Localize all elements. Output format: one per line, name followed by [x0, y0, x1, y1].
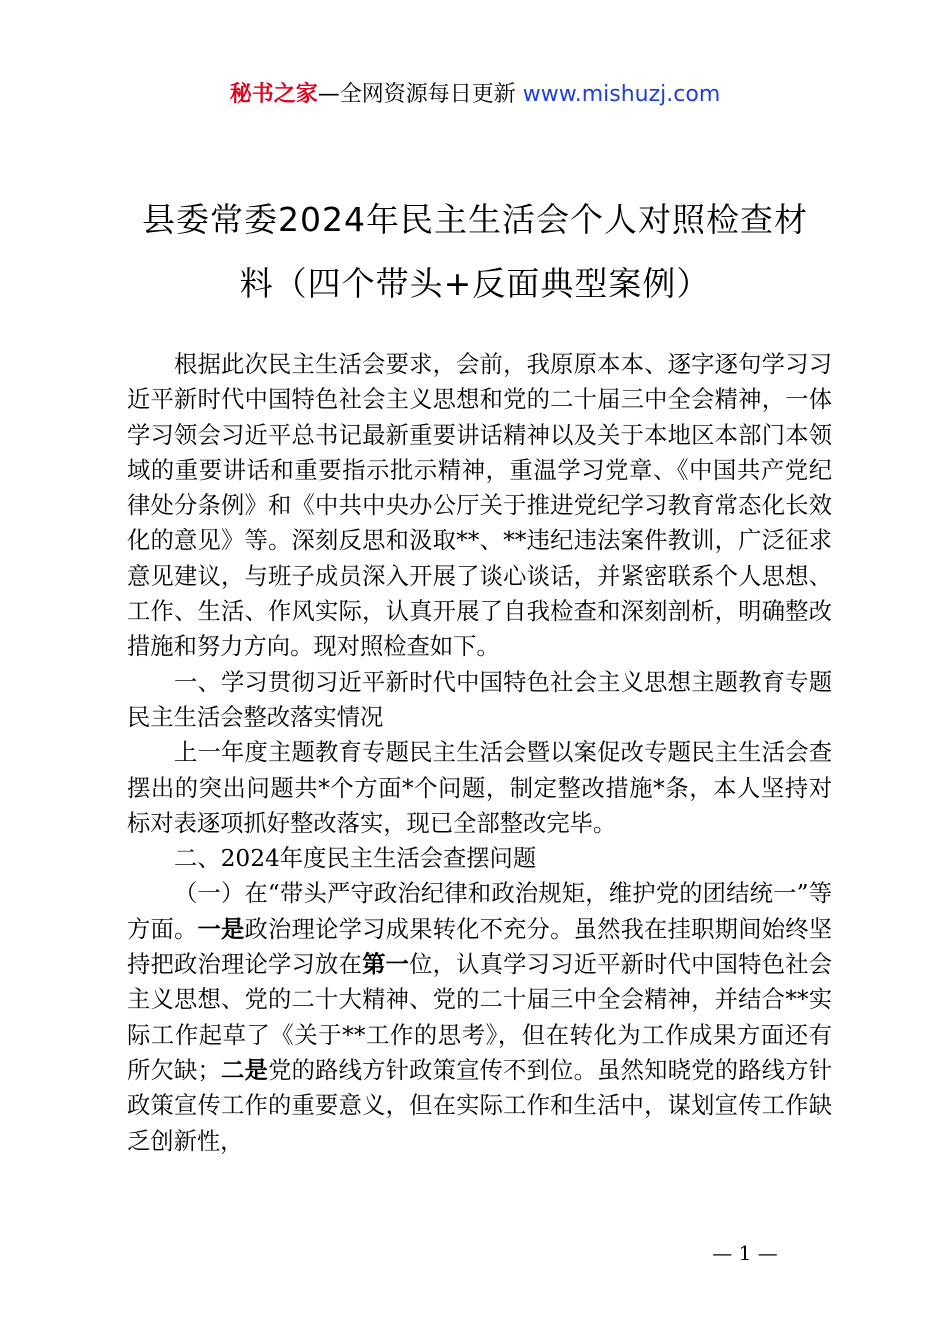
- title-line-2: 料（四个带头+反面典型案例）: [239, 264, 711, 303]
- item-1-text-c: 位，认真学习习近平新时代中国特色社会主义思想、党的二十大精神、党的二十届三中全会精神，并结合**实际工作起草了《关于**工作的思考》，但在转化为工作成果方面还有所欠缺；: [127, 951, 833, 1084]
- header-slogan: —全网资源每日更新: [317, 82, 516, 107]
- section-1-heading: 一、学习贯彻习近平新时代中国特色社会主义思想主题教育专题民主生活会整改落实情况: [127, 668, 832, 731]
- item-1-text-b: 政治理论学习成果转化不充分。虽然我在挂职期间始终坚持把政治理论学习放在: [127, 915, 833, 979]
- intro-paragraph: 根据此次民主生活会要求，会前，我原原本本、逐字逐句学习习近平新时代中国特色社会主义思想和党的二十届三中全会精神，一体学习领会习近平总书记最新重要讲话精神以及关于本地区本部门本领域的重要讲话和重要指示批示精神，重温学习党章、《中国共产党纪律处分条例》和《中共中央办公厅关于推进党纪学习教育常态化长效化的意见》等。深刻反思和汲取**、**违纪违法案件教训，广泛征求意见建议，与班子成员深入开展了谈心谈话，并紧密联系个人思想、工作、生活、作风实际，认真开展了自我检查和深刻剖析，明确整改措施和努力方向。现对照检查如下。: [127, 351, 832, 661]
- section-2-heading: 二、2024年度民主生活会查摆问题: [174, 845, 537, 873]
- site-header: [0, 78, 950, 112]
- item-1-paragraph: [127, 876, 832, 1158]
- item-1-bold-1: 一是: [197, 915, 245, 943]
- document-title: [60, 188, 890, 316]
- item-1-bold-3: 二是: [220, 1056, 269, 1084]
- header-url-link[interactable]: www.mishuzj.com: [522, 82, 721, 107]
- item-1-text-a: （一）在“带头严守政治纪律和政治规矩，维护党的团结统一”等方面。: [127, 880, 832, 943]
- section-1-body: 上一年度主题教育专题民主生活会暨以案促改专题民主生活会查摆出的突出问题共*个方面*个问题，制定整改措施*条，本人坚持对标对表逐项抓好整改落实，现已全部整改完毕。: [127, 739, 832, 837]
- header-brand: 秘书之家: [229, 82, 318, 107]
- page-number: — 1 —: [712, 1241, 778, 1265]
- item-1-bold-2: 第一: [362, 951, 410, 979]
- document-body: [127, 347, 832, 1159]
- item-1-text-d: 党的路线方针政策宣传不到位。虽然知晓党的路线方针政策宣传工作的重要意义，但在实际工作和生活中，谋划宣传工作缺乏创新性，: [127, 1056, 833, 1155]
- title-line-1: 县委常委2024年民主生活会个人对照检查材: [142, 200, 808, 239]
